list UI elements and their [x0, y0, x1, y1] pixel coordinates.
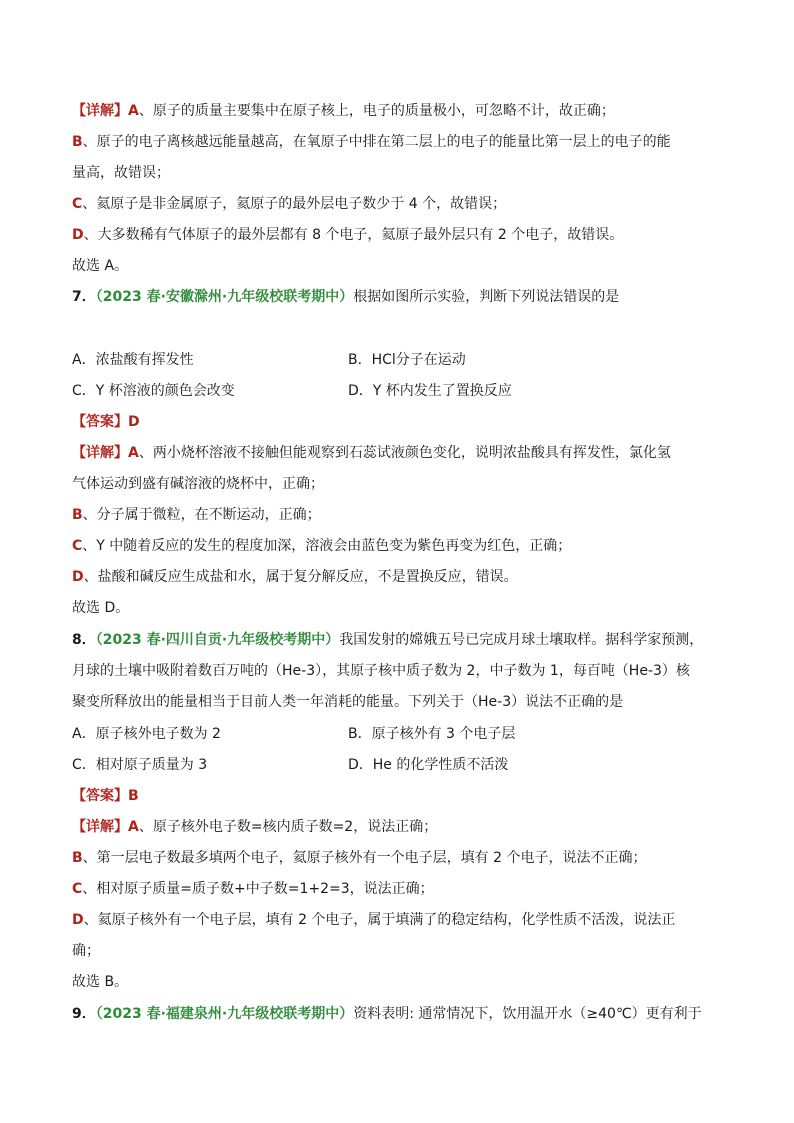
- question-source: （2023 春·福建泉州·九年级校联考期中）: [95, 1006, 354, 1022]
- option-letter: B: [72, 850, 83, 866]
- detail-text: 量高，故错误；: [72, 165, 170, 181]
- q7-option-d: D．Y 杯内发生了置换反应: [348, 383, 512, 399]
- detail-text: 、原子的电子离核越远能量越高，在氧原子中排在第二层上的电子的能量比第一层上的电子的能: [82, 134, 671, 150]
- q7-detail-line-a-cont: 气体运动到盛有碱溶液的烧杯中，正确；: [72, 476, 324, 492]
- q6-detail-line-b: [72, 132, 671, 152]
- option-letter: D: [72, 227, 84, 243]
- q8-stem: [72, 630, 703, 650]
- q8-detail-line-a: [72, 817, 437, 837]
- option-letter: C: [72, 196, 83, 212]
- detail-text: 、原子核外电子数=核内质子数=2，说法正确；: [138, 819, 438, 835]
- answer-value: D: [128, 414, 140, 430]
- q7-detail-line-a: [72, 443, 671, 463]
- q6-detail-line-d: [72, 225, 623, 245]
- option-letter: A: [128, 819, 139, 835]
- question-number: 9．: [72, 1006, 96, 1022]
- detail-tag: 【详解】: [72, 103, 128, 119]
- q8-conclusion: 故选 B。: [72, 974, 129, 990]
- q8-option-c: C．相对原子质量为 3: [72, 757, 208, 773]
- detail-text: 、相对原子质量=质子数+中子数=1+2=3，说法正确；: [82, 881, 434, 897]
- detail-text: 、第一层电子数最多填两个电子，氦原子核外有一个电子层，填有 2 个电子，说法不正确；: [82, 850, 647, 866]
- option-letter: D: [72, 912, 84, 928]
- question-number: 7．: [72, 289, 96, 305]
- q8-detail-line-d: [72, 910, 675, 930]
- question-text: 我国发射的嫦娥五号已完成月球土壤取样。据科学家预测，: [339, 632, 704, 648]
- q6-detail-line-c: [72, 194, 506, 214]
- q7-detail-line-d: [72, 567, 518, 587]
- q8-option-b: B．原子核外有 3 个电子层: [348, 726, 516, 742]
- q8-answer: [72, 786, 139, 806]
- q8-option-d: D．He 的化学性质不活泼: [348, 757, 509, 773]
- detail-text: 、原子的质量主要集中在原子核上，电子的质量极小，可忽略不计，故正确；: [138, 103, 615, 119]
- q7-stem: [72, 287, 619, 307]
- option-letter: C: [72, 881, 83, 897]
- answer-tag: 【答案】: [72, 414, 128, 430]
- question-source: （2023 春·四川自贡·九年级校考期中）: [95, 632, 340, 648]
- option-letter: B: [72, 134, 83, 150]
- q7-conclusion: 故选 D。: [72, 600, 130, 616]
- q7-detail-line-b: [72, 505, 321, 525]
- q8-detail-line-d-cont: 确；: [72, 943, 100, 959]
- q6-conclusion: 故选 A。: [72, 258, 129, 274]
- q8-detail-line-c: [72, 879, 434, 899]
- option-letter: A: [128, 103, 139, 119]
- q8-detail-line-b: [72, 848, 646, 868]
- q7-detail-line-c: [72, 536, 571, 556]
- question-source: （2023 春·安徽滁州·九年级校联考期中）: [95, 289, 354, 305]
- detail-text: 、分子属于微粒，在不断运动，正确；: [82, 507, 321, 523]
- detail-text: 、两小烧杯溶液不接触但能观察到石蕊试液颜色变化，说明浓盐酸具有挥发性，氯化氢: [138, 445, 671, 461]
- q7-answer: [72, 412, 140, 432]
- q8-stem-line-2: 月球的土壤中吸附着数百万吨的（He-3），其原子核中质子数为 2，中子数为 1，每百吨（He-3）核: [72, 663, 690, 679]
- detail-text: 、大多数稀有气体原子的最外层都有 8 个电子，氦原子最外层只有 2 个电子，故错误。: [83, 227, 624, 243]
- option-letter: C: [72, 538, 83, 554]
- q9-stem: [72, 1004, 702, 1024]
- detail-text: 、氦原子是非金属原子，氦原子的最外层电子数少于 4 个，故错误；: [82, 196, 507, 212]
- detail-tag: 【详解】: [72, 819, 128, 835]
- option-letter: A: [128, 445, 139, 461]
- detail-text: 、Y 中随着反应的发生的程度加深，溶液会由蓝色变为紫色再变为红色，正确；: [82, 538, 572, 554]
- q8-option-a: A．原子核外电子数为 2: [72, 726, 221, 742]
- q7-option-a: A．浓盐酸有挥发性: [72, 352, 194, 368]
- q8-stem-line-3: 聚变所释放出的能量相当于目前人类一年消耗的能量。下列关于（He-3）说法不正确的是: [72, 694, 624, 710]
- q7-option-c: C．Y 杯溶液的颜色会改变: [72, 383, 235, 399]
- question-text: 资料表明: 通常情况下，饮用温开水（≥40℃）更有利于: [353, 1006, 702, 1022]
- detail-tag: 【详解】: [72, 445, 128, 461]
- answer-tag: 【答案】: [72, 788, 128, 804]
- detail-text: 、氦原子核外有一个电子层，填有 2 个电子，属于填满了的稳定结构，化学性质不活泼，说法正: [83, 912, 676, 928]
- option-letter: D: [72, 569, 84, 585]
- question-number: 8．: [72, 632, 96, 648]
- q7-option-b: B．HCl分子在运动: [348, 352, 466, 368]
- option-letter: B: [72, 507, 83, 523]
- question-text: 根据如图所示实验，判断下列说法错误的是: [353, 289, 620, 305]
- detail-text: 、盐酸和碱反应生成盐和水，属于复分解反应，不是置换反应，错误。: [83, 569, 518, 585]
- q6-detail-line-b-cont: [72, 163, 170, 183]
- q6-detail-line-a: [72, 101, 615, 121]
- answer-value: B: [128, 788, 139, 804]
